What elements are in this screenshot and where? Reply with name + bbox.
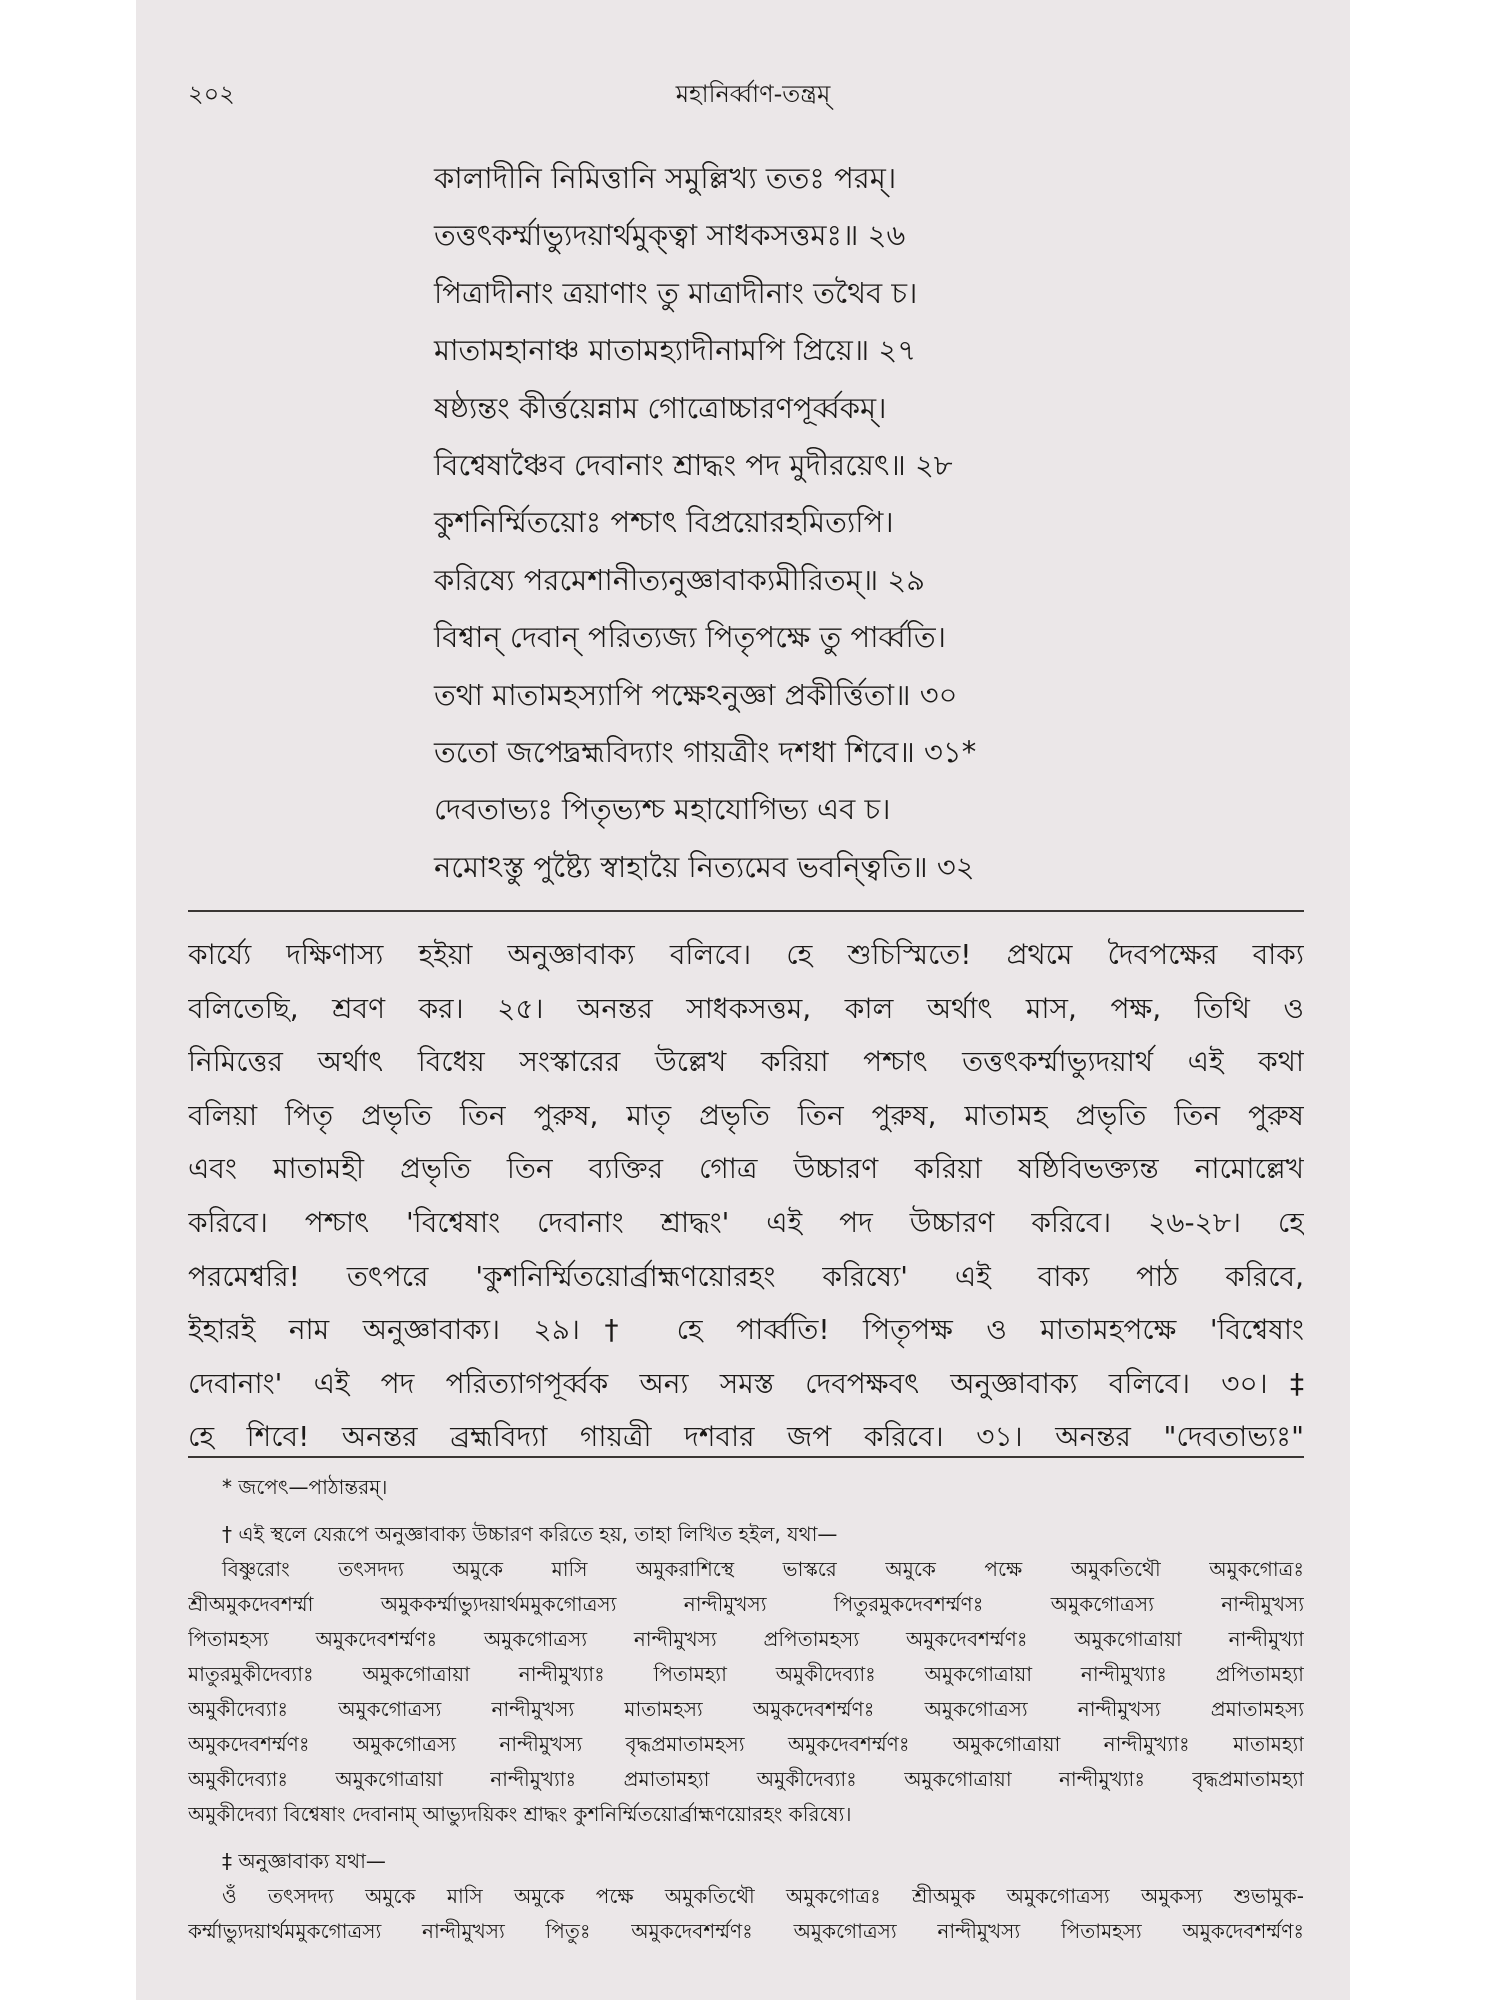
section-divider (188, 910, 1304, 912)
translation-line: কার্য্যে দক্ষিণাস্য হইয়া অনুজ্ঞাবাক্য বলিবে। হে শুচিস্মিতে! প্রথমে দৈবপক্ষের বাক্য (188, 938, 1304, 971)
translation-line: নিমিত্তের অর্থাৎ বিধেয় সংস্কারের উল্লেখ করিয়া পশ্চাৎ তত্তৎকর্ম্মাভ্যুদয়ার্থ এই কথা (188, 1045, 1304, 1079)
book-page (136, 0, 1350, 2000)
footnote-text-line: অমুকদেবশর্ম্মণঃ অমুকগোত্রস্য নান্দীমুখস্য বৃদ্ধপ্রমাতামহস্য অমুকদেবশর্ম্মণঃ অমুকগোত্রায়া নান্দীমুখ্যাঃ মাতামহ্যা (188, 1732, 1304, 1756)
footnote-text-line: অমুকীদেব্যা বিশ্বেষাং দেবানাম্ আভ্যুদয়িকং শ্রাদ্ধং কুশনির্ম্মিতয়োর্ব্রাহ্মণয়োরহং করিষ্যে। (188, 1802, 852, 1826)
verse-line: নমোঽস্তু পুষ্ট্যৈ স্বাহায়ৈ নিত্যমেব ভবন্ত্বিতি॥ ৩২ (434, 849, 975, 884)
verse-line: দেবতাভ্যঃ পিতৃভ্যশ্চ মহাযোগিভ্য এব চ। (434, 792, 891, 827)
running-title: মহানির্ব্বাণ-তন্ত্রম্ (675, 80, 831, 108)
footnote-double-dagger-intro: ‡ অনুজ্ঞাবাক্য যথা— (222, 1849, 386, 1873)
footnote-text-line: ওঁ তৎসদদ্য অমুকে মাসি অমুকে পক্ষে অমুকতিথৌ অমুকগোত্রঃ শ্রীঅমুক অমুকগোত্রস্য অমুকস্য শুভামুক- (222, 1884, 1304, 1908)
translation-line: হে শিবে! অনন্তর ব্রহ্মবিদ্যা গায়ত্রী দশবার জপ করিবে। ৩১। অনন্তর "দেবতাভ্যঃ" (188, 1420, 1304, 1454)
footnote-text-line: শ্রীঅমুকদেবশর্ম্মা অমুককর্ম্মাভ্যুদয়ার্থমমুকগোত্রস্য নান্দীমুখস্য পিতুরমুকদেবশর্ম্মণঃ অমুকগোত্রস্য নান্দীমুখস্য (188, 1592, 1304, 1616)
footnote-text-line: অমুকীদেব্যাঃ অমুকগোত্রস্য নান্দীমুখস্য মাতামহস্য অমুকদেবশর্ম্মণঃ অমুকগোত্রস্য নান্দীমুখস্য প্রমাতামহস্য (188, 1697, 1304, 1721)
verse-line: পিত্রাদীনাং ত্রয়াণাং তু মাত্রাদীনাং তথৈব চ। (434, 275, 918, 310)
translation-line: দেবানাং' এই পদ পরিত্যাগপূর্ব্বক অন্য সমস্ত দেবপক্ষবৎ অনুজ্ঞাবাক্য বলিবে। ৩০।‡ (188, 1366, 1304, 1400)
footnotes (188, 1470, 1304, 1949)
footnote-text-line: মাতুরমুকীদেব্যাঃ অমুকগোত্রায়া নান্দীমুখ্যাঃ পিতামহ্যা অমুকীদেব্যাঃ অমুকগোত্রায়া নান্দীমুখ্যাঃ প্রপিতামহ্যা (188, 1662, 1304, 1686)
footnote-variant-reading: * জপেৎ—পাঠান্তরম্। (222, 1475, 388, 1499)
translation-line: পরমেশ্বরি! তৎপরে 'কুশনির্ম্মিতয়োর্ব্রাহ্মণয়োরহং করিষ্যে' এই বাক্য পাঠ করিবে, (188, 1259, 1304, 1293)
translation-line: করিবে। পশ্চাৎ 'বিশ্বেষাং দেবানাং শ্রাদ্ধং' এই পদ উচ্চারণ করিবে। ২৬-২৮। হে (188, 1205, 1304, 1239)
verse-line: কালাদীনি নিমিত্তানি সমুল্লিখ্য ততঃ পরম্। (434, 161, 897, 195)
verse-line: বিশ্বেষাঞ্চৈব দেবানাং শ্রাদ্ধং পদ মুদীরয়েৎ॥ ২৮ (434, 447, 953, 482)
footnote-divider (188, 1456, 1304, 1458)
verse-line: মাতামহানাঞ্চ মাতামহ্যাদীনামপি প্রিয়ে॥ ২৭ (434, 333, 917, 368)
verse-line: বিশ্বান্ দেবান্ পরিত্যজ্য পিতৃপক্ষে তু পার্ব্বতি। (434, 620, 946, 655)
translation-line: বলিতেছি, শ্রবণ কর। ২৫। অনন্তর সাধকসত্তম, কাল অর্থাৎ মাস, পক্ষ, তিথি ও (188, 991, 1304, 1025)
footnote-dagger-intro: † এই স্থলে যেরূপে অনুজ্ঞাবাক্য উচ্চারণ করিতে হয়, তাহা লিখিত হইল, যথা— (222, 1522, 838, 1546)
verse-line: ষষ্ঠ্যন্তং কীর্ত্তয়েন্নাম গোত্রোচ্চারণপূর্ব্বকম্। (434, 390, 887, 425)
verse-line: তত্তৎকর্ম্মাভ্যুদয়ার্থমুক্ত্বা সাধকসত্তমঃ॥ ২৬ (434, 218, 906, 253)
footnote-text-line: অমুকীদেব্যাঃ অমুকগোত্রায়া নান্দীমুখ্যাঃ প্রমাতামহ্যা অমুকীদেব্যাঃ অমুকগোত্রায়া নান্দীমুখ্যাঃ বৃদ্ধপ্রমাতামহ্যা (188, 1767, 1304, 1791)
translation-line: ইহারই নাম অনুজ্ঞাবাক্য। ২৯।† হে পার্ব্বতি! পিতৃপক্ষ ও মাতামহপক্ষে 'বিশ্বেষাং (188, 1313, 1304, 1347)
sanskrit-verses (434, 150, 1254, 896)
translation-line: এবং মাতামহী প্রভৃতি তিন ব্যক্তির গোত্র উচ্চারণ করিয়া ষষ্ঠিবিভক্ত্যন্ত নামোল্লেখ (188, 1152, 1304, 1186)
verse-line: করিষ্যে পরমেশানীত্যনুজ্ঞাবাক্যমীরিতম্॥ ২৯ (434, 562, 926, 597)
verse-line: তথা মাতামহস্যাপি পক্ষেঽনুজ্ঞা প্রকীর্ত্তিতা॥ ৩০ (434, 677, 958, 712)
verse-line: কুশনির্ম্মিতয়োঃ পশ্চাৎ বিপ্রয়োরহমিত্যপি। (434, 505, 894, 540)
page-number: ২০২ (188, 80, 235, 108)
page-header (188, 76, 1318, 116)
verse-line: ততো জপেদ্ব্রহ্মবিদ্যাং গায়ত্রীং দশধা শিবে॥ ৩১* (434, 734, 977, 769)
translation-line: বলিয়া পিতৃ প্রভৃতি তিন পুরুষ, মাতৃ প্রভৃতি তিন পুরুষ, মাতামহ প্রভৃতি তিন পুরুষ (188, 1098, 1304, 1132)
bengali-translation (188, 928, 1304, 1464)
footnote-text-line: পিতামহস্য অমুকদেবশর্ম্মণঃ অমুকগোত্রস্য নান্দীমুখস্য প্রপিতামহস্য অমুকদেবশর্ম্মণঃ অমুকগোত্রায়া নান্দীমুখ্যা (188, 1627, 1304, 1651)
footnote-text-line: কর্ম্মাভ্যুদয়ার্থমমুকগোত্রস্য নান্দীমুখস্য পিতুঃ অমুকদেবশর্ম্মণঃ অমুকগোত্রস্য নান্দীমুখস্য পিতামহস্য অমুকদেবশর্ম্মণঃ (188, 1919, 1304, 1943)
footnote-text-line: বিষ্ণুরোং তৎসদদ্য অমুকে মাসি অমুকরাশিস্থে ভাস্করে অমুকে পক্ষে অমুকতিথৌ অমুকগোত্রঃ (222, 1557, 1304, 1581)
